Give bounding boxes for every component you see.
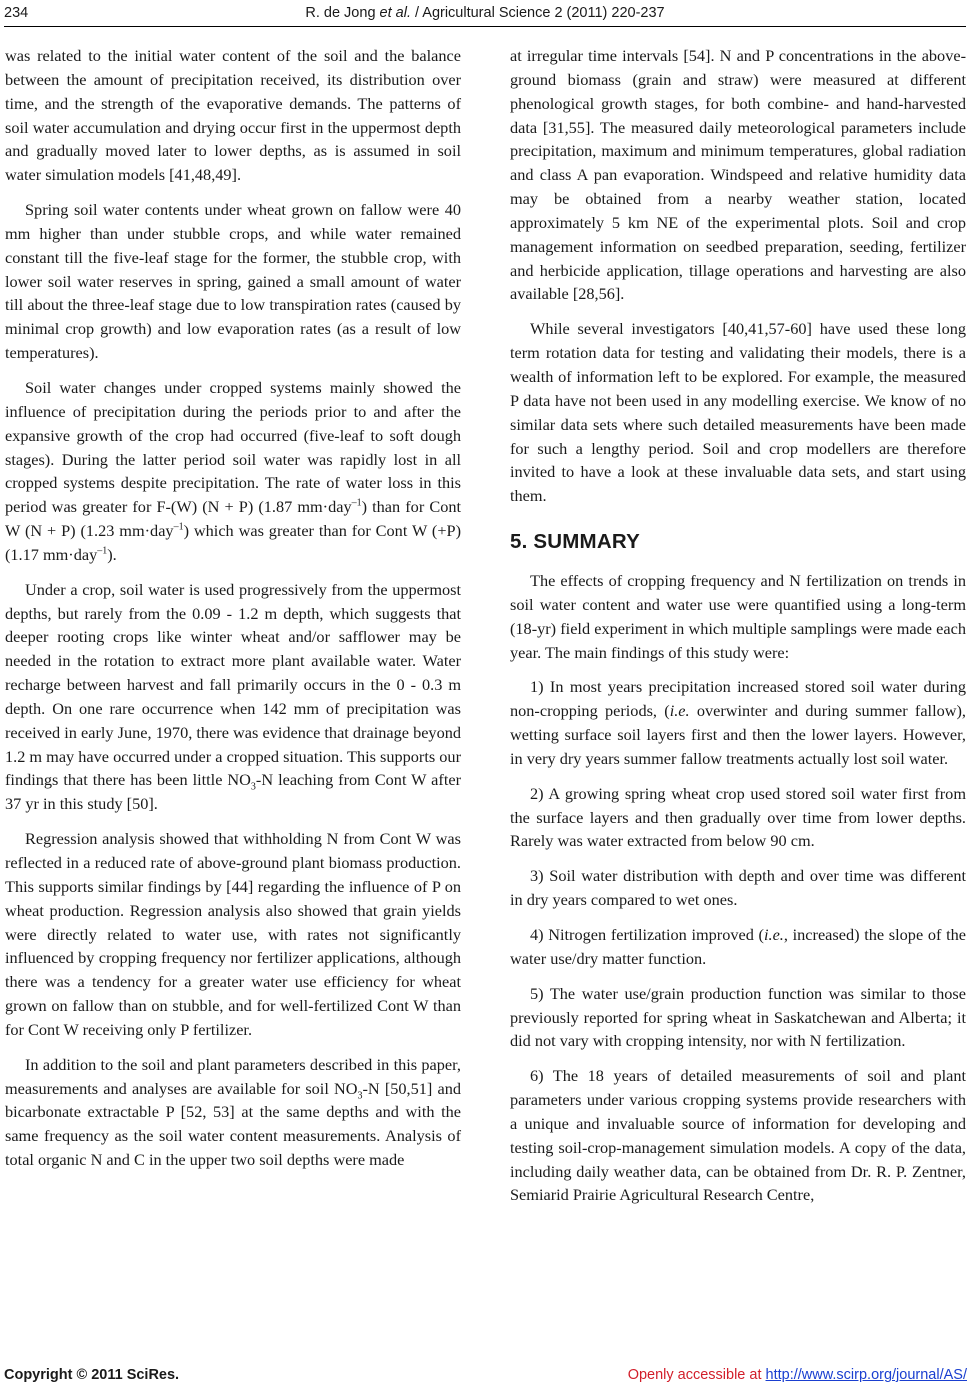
paragraph: Regression analysis showed that withholding N from Cont W was reflected in a reduced rate of above-ground plant biomass production. This supports similar findings by [44] regarding the influence of P on wheat production. Regression analysis also showed that grain yields were directly related to water use, with rates not significantly influenced by cropping frequency nor fertilizer applications, although there was a tendency for a greater water use efficiency for wheat grown on fallow than on stubble, and for well-fertilized Cont W than for Cont W receiving only P fertilizer.	[5, 829, 461, 1039]
running-header	[0, 2, 970, 24]
paragraph: 4) Nitrogen fertilization improved (i.e., increased) the slope of the water use/dry matter function.	[510, 925, 967, 968]
page-number: 234	[4, 5, 29, 21]
paragraph: Spring soil water contents under wheat grown on fallow were 40 mm higher than under stubble crops, and while water remained constant till the five-leaf stage for the former, the stubble crop, with lower soil water reserves in spring, gained a small amount of water till about the three-leaf stage due to low transpiration rates (caused by minimal crop growth) and low evaporation rates (as a result of low temperatures).	[5, 200, 461, 363]
paragraph: 2) A growing spring wheat crop used stored soil water first from the surface layers and then gradually over time from lower depths. Rarely was water extracted from below 90 cm.	[510, 783, 966, 851]
paragraph: Soil water changes under cropped systems mainly showed the influence of precipitation during the periods prior to and after the expansive growth of the crop had occurred (five-leaf to soft dough stages). During the latter period soil water was rapidly lost in all cropped systems despite precipitation. The rate of water loss in this period was greater for F-(W) (N + P) (1.87 mm·day$^{-1}$) than for Cont W (N + P) (1.23 mm·day$^{-1}$) which was greater than for Cont W (+P) (1.17 mm·day$^{-1}$).	[5, 377, 462, 564]
paragraph: 5) The water use/grain production function was similar to those previously reported for spring wheat in Saskatchewan and Alberta; it did not vary with cropping intensity, nor with N fertilization.	[510, 983, 966, 1051]
left-column	[5, 44, 461, 1172]
header-rule	[4, 26, 966, 27]
access-notice: Openly accessible at http://www.scirp.org/journal/AS/	[627, 1367, 967, 1383]
paragraph: 1) In most years precipitation increased stored soil water during non-cropping periods, (i.e. overwinter and during summer fallow), wetting surface soil layers first and then the lower layers. However, in very dry years summer fallow treatments actually lost soil water.	[510, 677, 966, 768]
journal-link[interactable]: http://www.scirp.org/journal/AS/	[765, 1367, 967, 1383]
paragraph: While several investigators [40,41,57-60] have used these long term rotation data for testing and validating their models, there is a wealth of information left to be explored. For example, the measured P data have not been used in any modelling exercise. We know of no similar data sets where such detailed measurements have been made for such a lengthy period. Soil and crop modellers are therefore invited to have a look at these invaluable data sets, and start using them.	[510, 319, 966, 506]
running-title: R. de Jong et al. / Agricultural Science 2 (2011) 220-237	[305, 5, 665, 21]
copyright-notice: Copyright © 2011 SciRes.	[4, 1367, 180, 1383]
paragraph: was related to the initial water content of the soil and the balance between the amount of precipitation received, its distribution over time, and the strength of the evaporative demands. The patterns of soil water accumulation and drying occur first in the uppermost depth and gradually moved later to lower depths, as is assumed in soil water simulation models [41,48,49].	[5, 46, 461, 185]
section-heading: 5. SUMMARY	[510, 530, 640, 554]
paragraph: 6) The 18 years of detailed measurements of soil and plant parameters under various cropping systems provide researchers with a unique and invaluable source of information for developing and testing soil-crop-management simulation models. A copy of the data, including daily weather data, can be obtained from Dr. R. P. Zentner, Semiarid Prairie Agricultural Research Centre,	[510, 1066, 966, 1205]
right-column	[510, 44, 966, 1207]
paragraph: In addition to the soil and plant parameters described in this paper, measurements and analyses are available for soil $NO_3-N$ [50,51] and bicarbonate extractable P [52, 53] at the same depths and with the same frequency as the soil water content measurements. Analysis of total organic N and C in the upper two soil depths were made	[5, 1054, 461, 1170]
paragraph: Under a crop, soil water is used progressively from the uppermost depths, but rarely from the 0.09 - 1.2 m depth, which suggests that deeper rooting crops like winter wheat and/or safflower may be needed in the rotation to extract more plant available water. Water recharge between harvest and fall primarily occurs in the 0 - 0.3 m depth. On one rare occurrence when 142 mm of precipitation was received in early June, 1970, there was evidence that drainage beyond 1.2 m may have occurred under a cropped situation. This supports our findings that there has been little $NO_3-N$ leaching from Cont W after 37 yr in this study [50].	[5, 579, 461, 814]
paragraph: 3) Soil water distribution with depth and over time was different in dry years compared to wet ones.	[510, 866, 966, 910]
paragraph: at irregular time intervals [54]. N and P concentrations in the above-ground biomass (grain and straw) were measured at different phenological growth stages, for both combine- and hand-harvested data [31,55]. The measured daily meteorological parameters include precipitation, maximum and minimum temperatures, global radiation and class A pan evaporation. Windspeed and relative humidity data may be obtained from a nearby weather station, located approximately 5 km NE of the experimental plots. Soil and crop management information on seedbed preparation, seeding, fertilizer and herbicide application, tillage operations and harvesting are also available [28,56].	[510, 46, 966, 304]
page-footer	[0, 1367, 970, 1387]
paragraph: The effects of cropping frequency and N fertilization on trends in soil water content and water use were quantified using a long-term (18-yr) field experiment in which multiple samplings were made each year. The main findings of this study were:	[510, 571, 966, 662]
